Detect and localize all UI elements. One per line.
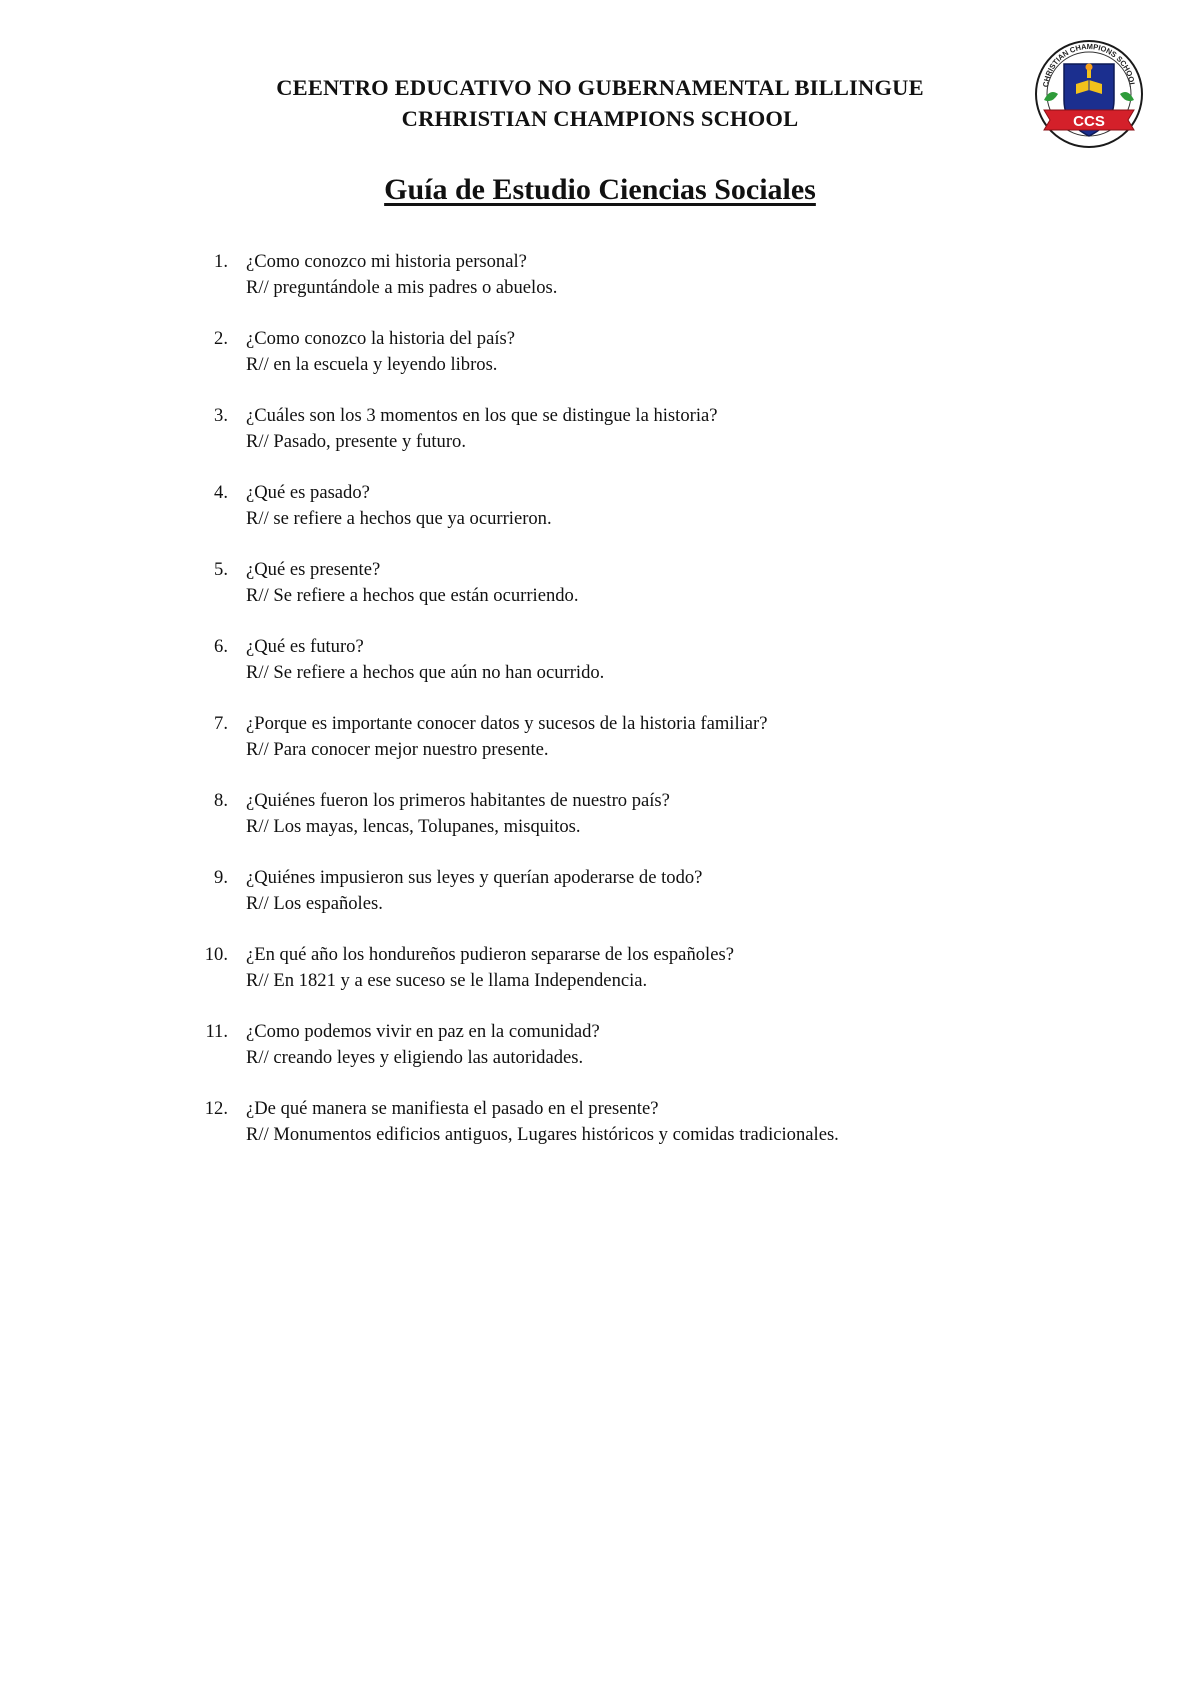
svg-text:CHRISTIAN CHAMPIONS SCHOOL: CHRISTIAN CHAMPIONS SCHOOL (1041, 41, 1137, 88)
item-number: 12. (204, 1098, 228, 1119)
question-text: ¿Como podemos vivir en paz en la comunidad? (246, 1021, 600, 1042)
list-item (200, 403, 1100, 480)
item-body (246, 1019, 600, 1071)
item-number: 8. (214, 790, 228, 811)
list-item (200, 942, 1100, 1019)
question-text: ¿Quiénes fueron los primeros habitantes de nuestro país? (246, 790, 670, 811)
school-name-line-1: CEENTRO EDUCATIVO NO GUBERNAMENTAL BILLINGUE (276, 75, 924, 100)
answer-text: R// Se refiere a hechos que aún no han ocurrido. (246, 662, 605, 683)
item-number: 7. (214, 713, 228, 734)
item-number: 9. (214, 867, 228, 888)
question-text: ¿Quiénes impusieron sus leyes y querían apoderarse de todo? (246, 867, 703, 888)
question-text: ¿Qué es futuro? (246, 636, 364, 657)
item-body (246, 480, 552, 532)
list-item (200, 326, 1100, 403)
question-text: ¿Como conozco mi historia personal? (246, 251, 527, 272)
study-guide-list (200, 249, 1100, 1173)
list-item (200, 634, 1100, 711)
list-item (200, 711, 1100, 788)
answer-text: R// Se refiere a hechos que están ocurriendo. (246, 585, 579, 606)
list-item (200, 865, 1100, 942)
item-number: 2. (214, 328, 228, 349)
item-number: 1. (214, 251, 228, 272)
item-body (246, 788, 670, 840)
answer-text: R// Los españoles. (246, 893, 383, 914)
answer-text: R// creando leyes y eligiendo las autoridades. (246, 1047, 584, 1068)
list-item (200, 1096, 1100, 1173)
question-text: ¿Porque es importante conocer datos y sucesos de la historia familiar? (246, 713, 768, 734)
item-number: 3. (214, 405, 228, 426)
list-item (200, 249, 1100, 326)
list-item (200, 557, 1100, 634)
answer-text: R// preguntándole a mis padres o abuelos. (246, 277, 558, 298)
list-item (200, 1019, 1100, 1096)
answer-text: R// Pasado, presente y futuro. (246, 431, 466, 452)
question-text: ¿Cuáles son los 3 momentos en los que se distingue la historia? (246, 405, 718, 426)
item-number: 10. (204, 944, 228, 965)
item-body (246, 865, 702, 917)
question-text: ¿Qué es pasado? (246, 482, 370, 503)
question-text: ¿Qué es presente? (246, 559, 381, 580)
school-header (0, 72, 1200, 134)
school-logo (1030, 38, 1148, 150)
answer-text: R// se refiere a hechos que ya ocurrieron. (246, 508, 552, 529)
item-body (246, 326, 515, 378)
answer-text: R// Para conocer mejor nuestro presente. (246, 739, 549, 760)
item-body (246, 403, 718, 455)
item-number: 4. (214, 482, 228, 503)
list-item (200, 480, 1100, 557)
answer-text: R// Los mayas, lencas, Tolupanes, misquitos. (246, 816, 581, 837)
item-body (246, 942, 734, 994)
logo-initials: CCS (1073, 113, 1105, 130)
question-text: ¿Como conozco la historia del país? (246, 328, 516, 349)
question-text: ¿De qué manera se manifiesta el pasado en el presente? (246, 1098, 659, 1119)
answer-text: R// en la escuela y leyendo libros. (246, 354, 498, 375)
item-body (246, 1096, 839, 1148)
item-body (246, 711, 768, 763)
school-name-line-2: CRHRISTIAN CHAMPIONS SCHOOL (401, 106, 799, 131)
document-title: Guía de Estudio Ciencias Sociales (384, 173, 816, 206)
answer-text: R// En 1821 y a ese suceso se le llama Independencia. (246, 970, 648, 991)
item-number: 11. (205, 1021, 228, 1042)
school-crest-icon (1030, 38, 1148, 150)
item-number: 6. (214, 636, 228, 657)
list-item (200, 788, 1100, 865)
question-text: ¿En qué año los hondureños pudieron separarse de los españoles? (246, 944, 734, 965)
answer-text: R// Monumentos edificios antiguos, Lugares históricos y comidas tradicionales. (246, 1124, 839, 1145)
item-body (246, 557, 579, 609)
item-body (246, 249, 557, 301)
item-body (246, 634, 604, 686)
item-number: 5. (214, 559, 228, 580)
